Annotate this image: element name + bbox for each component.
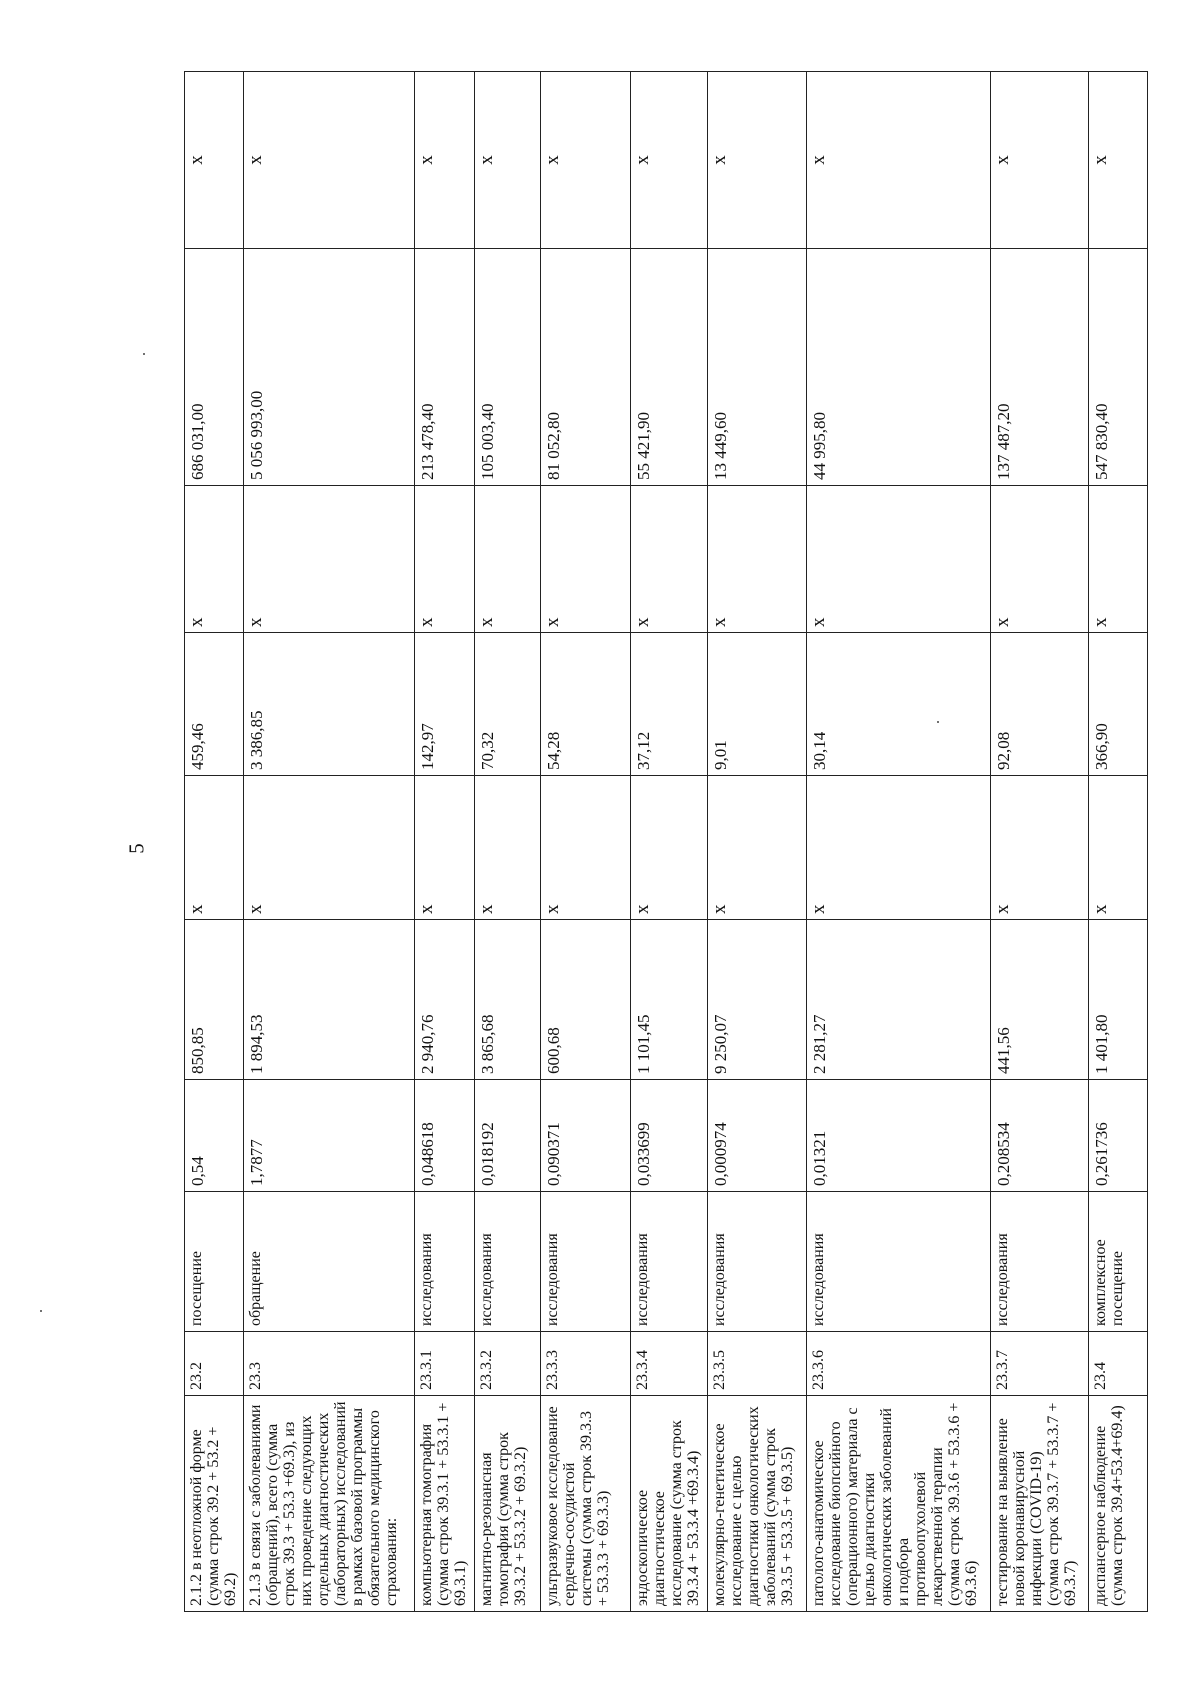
total-budget-cell: x: [474, 486, 541, 633]
share-cell: x: [807, 72, 990, 249]
cost-per-unit-cell: 3 865,68: [474, 920, 541, 1080]
per-capita-oms-cell: 37,12: [631, 633, 708, 776]
per-capita-oms-cell: 54,28: [541, 633, 631, 776]
line-number-cell: 23.3.2: [474, 1332, 541, 1396]
cost-per-unit-cell: 441,56: [990, 920, 1088, 1080]
row-name-cell: 2.1.2 в неотложной форме (сумма строк 39.2 + 53.2 + 69.2): [185, 1396, 244, 1612]
row-name-cell: магнитно-резонансная томография (сумма строк 39.3.2 + 53.3.2 + 69.3.2): [474, 1396, 541, 1612]
per-capita-budget-cell: x: [1088, 776, 1148, 920]
unit-cell: исследования: [807, 1192, 990, 1332]
unit-cell: исследования: [631, 1192, 708, 1332]
per-capita-oms-cell: 459,46: [185, 633, 244, 776]
total-oms-cell: 686 031,00: [185, 249, 244, 486]
line-number-cell: 23.3.6: [807, 1332, 990, 1396]
share-cell: x: [631, 72, 708, 249]
table-row: [415, 72, 474, 1612]
cost-per-unit-cell: 2 281,27: [807, 920, 990, 1080]
total-oms-cell: 105 003,40: [474, 249, 541, 486]
unit-cell: комплексное посещение: [1088, 1192, 1148, 1332]
cost-per-unit-cell: 850,85: [185, 920, 244, 1080]
cost-per-unit-cell: 1 894,53: [244, 920, 415, 1080]
norm-volume-cell: 0,048618: [415, 1080, 474, 1192]
page-number: 5: [124, 843, 149, 854]
total-budget-cell: x: [185, 486, 244, 633]
per-capita-oms-cell: 92,08: [990, 633, 1088, 776]
share-cell: x: [1088, 72, 1148, 249]
unit-cell: обращение: [244, 1192, 415, 1332]
norm-volume-cell: 0,54: [185, 1080, 244, 1192]
unit-cell: исследования: [990, 1192, 1088, 1332]
table-row: [631, 72, 708, 1612]
cost-per-unit-cell: 600,68: [541, 920, 631, 1080]
line-number-cell: 23.3.5: [708, 1332, 807, 1396]
share-cell: x: [244, 72, 415, 249]
total-oms-cell: 547 830,40: [1088, 249, 1148, 486]
row-name-cell: диспансерное наблюдение (сумма строк 39.4+53.4+69.4): [1088, 1396, 1148, 1612]
total-budget-cell: x: [415, 486, 474, 633]
share-cell: x: [185, 72, 244, 249]
per-capita-oms-cell: 9,01: [708, 633, 807, 776]
total-budget-cell: x: [631, 486, 708, 633]
row-name-cell: эндоскопическое диагностическое исследование (сумма строк 39.3.4 + 53.3.4 +69.3.4): [631, 1396, 708, 1612]
per-capita-oms-cell: 3 386,85: [244, 633, 415, 776]
total-budget-cell: x: [244, 486, 415, 633]
total-budget-cell: x: [807, 486, 990, 633]
table-row: [541, 72, 631, 1612]
table-row: [708, 72, 807, 1612]
norm-volume-cell: 0,018192: [474, 1080, 541, 1192]
line-number-cell: 23.2: [185, 1332, 244, 1396]
line-number-cell: 23.3.3: [541, 1332, 631, 1396]
unit-cell: исследования: [474, 1192, 541, 1332]
row-name-cell: молекулярно-генетическое исследование с целью диагностики онкологических заболеваний (сумма строк 39.3.5 + 53.3.5 + 69.3.5): [708, 1396, 807, 1612]
financing-table: [184, 71, 1148, 1612]
table-row: [1088, 72, 1148, 1612]
total-oms-cell: 137 487,20: [990, 249, 1088, 486]
table-row: [807, 72, 990, 1612]
row-name-cell: ультразвуковое исследование сердечно-сосудистой системы (сумма строк 39.3.3 + 53.3.3 + 69.3.3): [541, 1396, 631, 1612]
total-budget-cell: x: [708, 486, 807, 633]
per-capita-budget-cell: x: [244, 776, 415, 920]
per-capita-oms-cell: 30,14: [807, 633, 990, 776]
line-number-cell: 23.4: [1088, 1332, 1148, 1396]
total-oms-cell: 44 995,80: [807, 249, 990, 486]
per-capita-budget-cell: x: [631, 776, 708, 920]
per-capita-oms-cell: 70,32: [474, 633, 541, 776]
cost-per-unit-cell: 1 101,45: [631, 920, 708, 1080]
total-budget-cell: x: [1088, 486, 1148, 633]
per-capita-budget-cell: x: [807, 776, 990, 920]
per-capita-budget-cell: x: [474, 776, 541, 920]
table-row: [244, 72, 415, 1612]
per-capita-oms-cell: 142,97: [415, 633, 474, 776]
total-oms-cell: 213 478,40: [415, 249, 474, 486]
table-row: [474, 72, 541, 1612]
per-capita-budget-cell: x: [541, 776, 631, 920]
unit-cell: исследования: [541, 1192, 631, 1332]
scan-speck: [937, 721, 939, 723]
norm-volume-cell: 0,090371: [541, 1080, 631, 1192]
share-cell: x: [541, 72, 631, 249]
unit-cell: исследования: [708, 1192, 807, 1332]
share-cell: x: [474, 72, 541, 249]
line-number-cell: 23.3.1: [415, 1332, 474, 1396]
cost-per-unit-cell: 1 401,80: [1088, 920, 1148, 1080]
per-capita-budget-cell: x: [990, 776, 1088, 920]
scan-speck: [143, 353, 145, 355]
cost-per-unit-cell: 2 940,76: [415, 920, 474, 1080]
table-row: [990, 72, 1088, 1612]
line-number-cell: 23.3.4: [631, 1332, 708, 1396]
norm-volume-cell: 0,000974: [708, 1080, 807, 1192]
unit-cell: посещение: [185, 1192, 244, 1332]
unit-cell: исследования: [415, 1192, 474, 1332]
total-oms-cell: 13 449,60: [708, 249, 807, 486]
per-capita-budget-cell: x: [185, 776, 244, 920]
per-capita-oms-cell: 366,90: [1088, 633, 1148, 776]
share-cell: x: [415, 72, 474, 249]
per-capita-budget-cell: x: [415, 776, 474, 920]
norm-volume-cell: 0,033699: [631, 1080, 708, 1192]
total-oms-cell: 5 056 993,00: [244, 249, 415, 486]
row-name-cell: компьютерная томография (сумма строк 39.3.1 + 53.3.1 + 69.3.1): [415, 1396, 474, 1612]
scan-speck: [40, 1310, 42, 1312]
total-oms-cell: 55 421,90: [631, 249, 708, 486]
rotated-table-container: [184, 72, 1148, 1612]
cost-per-unit-cell: 9 250,07: [708, 920, 807, 1080]
norm-volume-cell: 1,7877: [244, 1080, 415, 1192]
table-row: [185, 72, 244, 1612]
line-number-cell: 23.3.7: [990, 1332, 1088, 1396]
share-cell: x: [990, 72, 1088, 249]
norm-volume-cell: 0,261736: [1088, 1080, 1148, 1192]
row-name-cell: патолого-анатомическое исследование биопсийного (операционного) материала с целью диагностики онкологических заболеваний и подбора противоопухолевой лекарственной терапии (сумма строк 39.3.6 + 53.3.6 + 69.3.6): [807, 1396, 990, 1612]
share-cell: x: [708, 72, 807, 249]
row-name-cell: тестирование на выявление новой коронавирусной инфекции (COVID-19) (сумма строк 39.3.7 + 53.3.7 + 69.3.7): [990, 1396, 1088, 1612]
line-number-cell: 23.3: [244, 1332, 415, 1396]
total-oms-cell: 81 052,80: [541, 249, 631, 486]
per-capita-budget-cell: x: [708, 776, 807, 920]
norm-volume-cell: 0,208534: [990, 1080, 1088, 1192]
row-name-cell: 2.1.3 в связи с заболеваниями (обращений), всего (сумма строк 39.3 + 53.3 +69.3), из них проведение следующих отдельных диагностических (лабораторных) исследований в рамках базовой программы обязательного медицинского страхования:: [244, 1396, 415, 1612]
norm-volume-cell: 0,01321: [807, 1080, 990, 1192]
total-budget-cell: x: [990, 486, 1088, 633]
total-budget-cell: x: [541, 486, 631, 633]
